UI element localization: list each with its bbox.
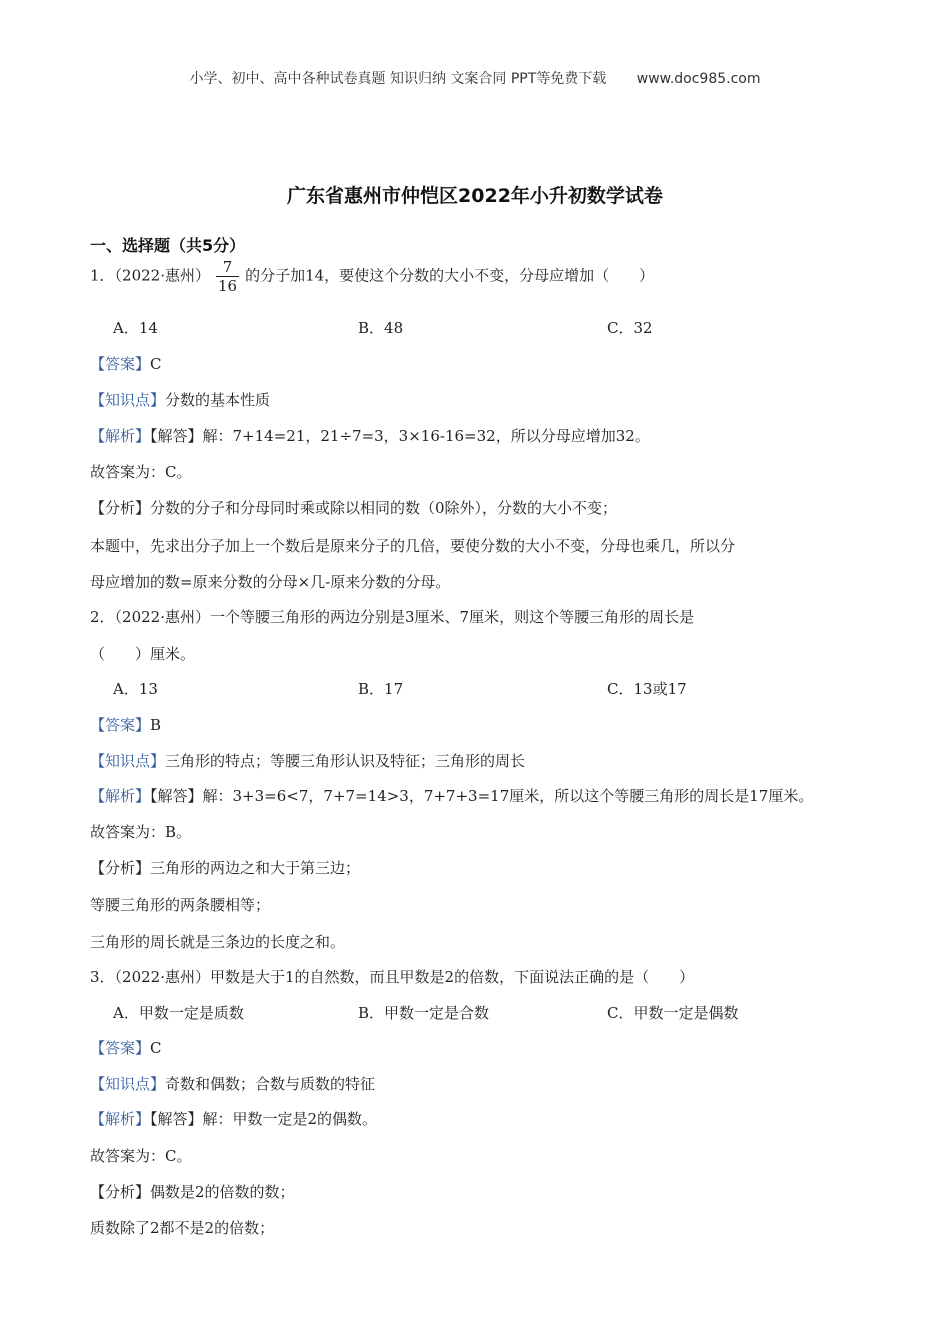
q3-option-a: A．甲数一定是质数 bbox=[113, 1004, 244, 1022]
q2-conclusion: 故答案为：B。 bbox=[90, 823, 192, 841]
q1-frac-denominator: 16 bbox=[218, 277, 238, 295]
question-2-line-2: （ ）厘米。 bbox=[90, 645, 196, 663]
q1-frac-numerator: 7 bbox=[216, 258, 239, 277]
q1-analysis bbox=[90, 426, 650, 446]
answer-label: 【答案】 bbox=[90, 716, 151, 734]
question-3: 3．（2022·惠州）甲数是大于1的自然数，而且甲数是2的倍数，下面说法正确的是（ ） bbox=[90, 968, 695, 986]
q3-answer-value: C bbox=[150, 1039, 162, 1057]
q2-fenxi-3: 三角形的周长就是三条边的长度之和。 bbox=[90, 933, 346, 951]
q3-analysis bbox=[90, 1109, 377, 1129]
q1-answer-value: C bbox=[150, 355, 162, 373]
q2-option-b: B．17 bbox=[358, 680, 404, 698]
q2-knowledge-value: 三角形的特点；等腰三角形认识及特征；三角形的周长 bbox=[165, 752, 526, 770]
q3-conclusion: 故答案为：C。 bbox=[90, 1147, 192, 1165]
exam-title: 广东省惠州市仲恺区2022年小升初数学试卷 bbox=[287, 185, 663, 207]
knowledge-label: 【知识点】 bbox=[90, 1075, 166, 1093]
q1-knowledge-value: 分数的基本性质 bbox=[165, 391, 271, 409]
q1-option-c: C．32 bbox=[607, 319, 653, 337]
q1-option-b: B．48 bbox=[358, 319, 404, 337]
analysis-label: 【解析】 bbox=[90, 427, 151, 445]
q3-fenxi-1: 【分析】偶数是2的倍数的数； bbox=[90, 1183, 295, 1201]
q2-fenxi-1: 【分析】三角形的两边之和大于第三边； bbox=[90, 859, 361, 877]
q1-fenxi-2: 本题中，先求出分子加上一个数后是原来分子的几倍，要使分数的大小不变，分母也乘几，所以分 bbox=[90, 537, 736, 555]
q3-knowledge-value: 奇数和偶数；合数与质数的特征 bbox=[165, 1075, 376, 1093]
q1-answer bbox=[90, 354, 162, 374]
q2-fenxi-2: 等腰三角形的两条腰相等； bbox=[90, 896, 271, 914]
analysis-label: 【解析】 bbox=[90, 787, 151, 805]
q1-text: 的分子加14，要使这个分数的大小不变，分母应增加（ ） bbox=[245, 266, 655, 285]
q1-conclusion: 故答案为：C。 bbox=[90, 463, 192, 481]
q1-analysis-value: 【解答】解：7+14=21，21÷7=3，3×16-16=32，所以分母应增加32。 bbox=[150, 427, 650, 445]
q3-answer bbox=[90, 1038, 162, 1058]
q1-fenxi-3: 母应增加的数=原来分数的分母×几-原来分数的分母。 bbox=[90, 573, 451, 591]
answer-label: 【答案】 bbox=[90, 355, 151, 373]
answer-label: 【答案】 bbox=[90, 1039, 151, 1057]
q3-option-b: B．甲数一定是合数 bbox=[358, 1004, 490, 1022]
q2-answer bbox=[90, 715, 161, 735]
q2-option-c: C．13或17 bbox=[607, 680, 687, 698]
section-heading: 一、选择题（共5分） bbox=[90, 236, 246, 255]
q1-knowledge bbox=[90, 390, 270, 410]
q2-knowledge bbox=[90, 751, 525, 771]
q3-option-c: C．甲数一定是偶数 bbox=[607, 1004, 739, 1022]
q2-answer-value: B bbox=[150, 716, 162, 734]
q1-prefix: 1．（2022·惠州） bbox=[90, 266, 210, 285]
question-2-line-1: 2．（2022·惠州）一个等腰三角形的两边分别是3厘米、7厘米，则这个等腰三角形的周长是 bbox=[90, 608, 695, 626]
q2-option-a: A．13 bbox=[113, 680, 158, 698]
question-1 bbox=[90, 258, 654, 295]
q1-fraction bbox=[216, 258, 239, 295]
header-text: 小学、初中、高中各种试卷真题 知识归纳 文案合同 PPT等免费下载 bbox=[189, 71, 607, 87]
page-header bbox=[0, 68, 950, 88]
q1-fenxi-1: 【分析】分数的分子和分母同时乘或除以相同的数（0除外），分数的大小不变； bbox=[90, 499, 618, 517]
knowledge-label: 【知识点】 bbox=[90, 391, 166, 409]
q2-analysis bbox=[90, 786, 813, 806]
q3-fenxi-2: 质数除了2都不是2的倍数； bbox=[90, 1219, 275, 1237]
q3-analysis-value: 【解答】解：甲数一定是2的偶数。 bbox=[150, 1110, 378, 1128]
header-url[interactable]: www.doc985.com bbox=[636, 71, 761, 87]
analysis-label: 【解析】 bbox=[90, 1110, 151, 1128]
knowledge-label: 【知识点】 bbox=[90, 752, 166, 770]
q1-option-a: A．14 bbox=[113, 319, 158, 337]
q2-analysis-value: 【解答】解：3+3=6<7，7+7=14>3，7+7+3=17厘米，所以这个等腰三角形的周长是17厘米。 bbox=[150, 787, 814, 805]
q3-knowledge bbox=[90, 1074, 375, 1094]
